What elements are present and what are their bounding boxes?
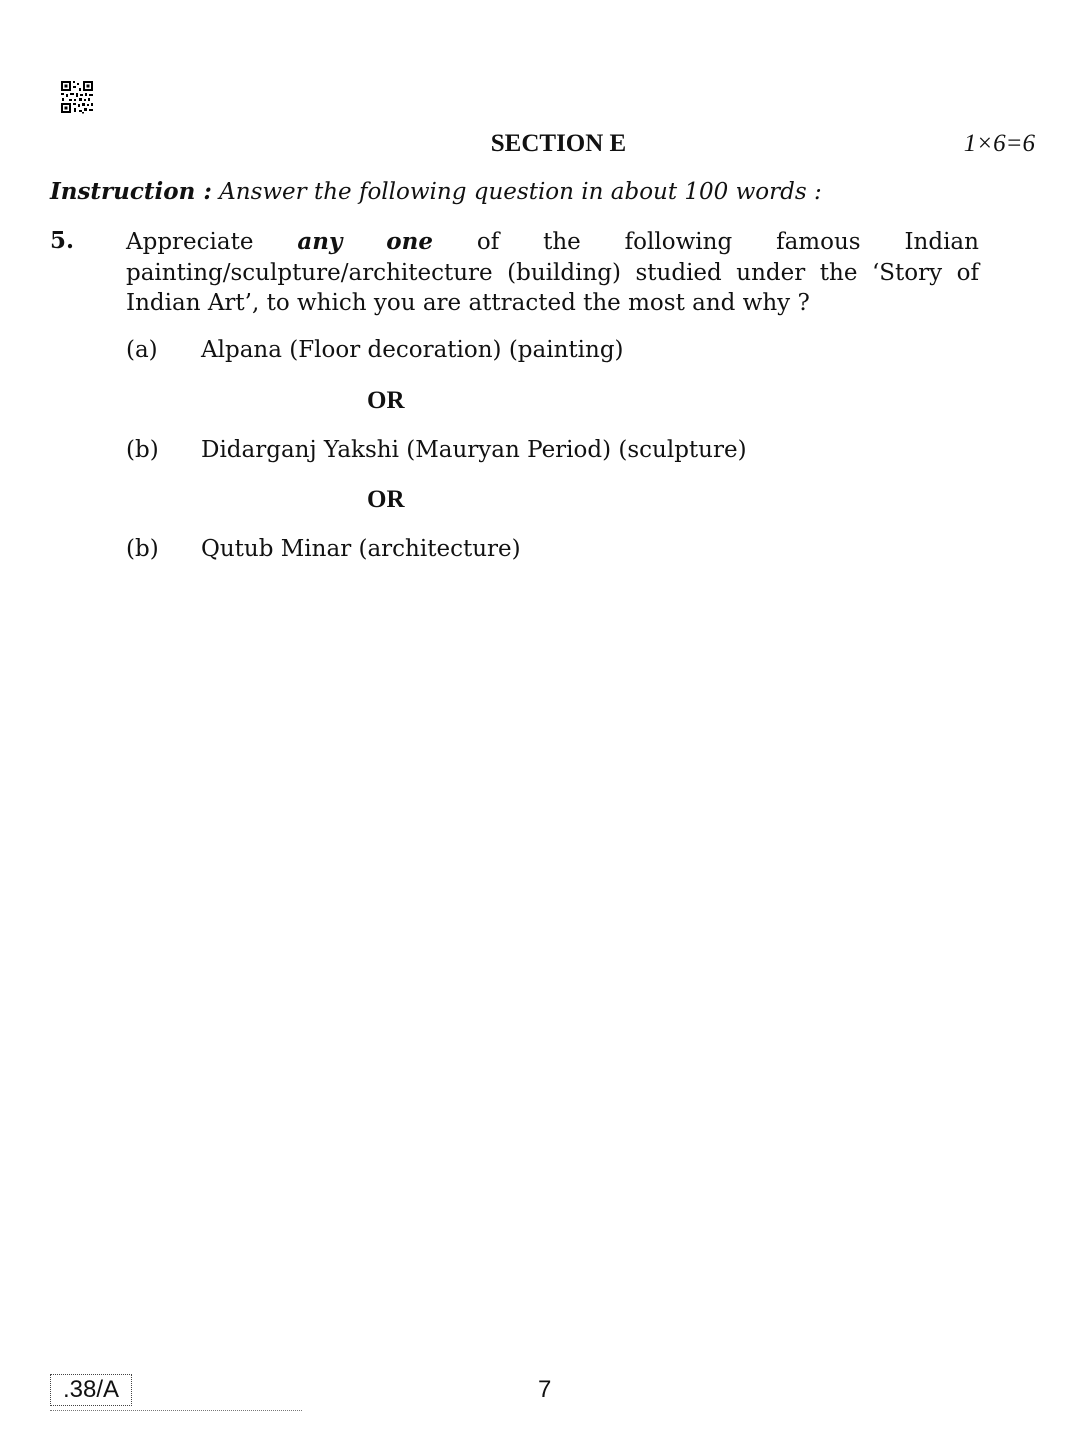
question-word: following	[624, 229, 733, 255]
paper-code: .38/A	[50, 1374, 132, 1406]
instruction-label: Instruction :	[50, 178, 212, 205]
option-b-letter: (b)	[126, 437, 159, 463]
question-word: the	[543, 229, 581, 255]
instruction-text: Answer the following question in about 100 words :	[219, 179, 822, 205]
question-line-3: Indian Art’, to which you are attracted the most and why ?	[126, 290, 810, 316]
question-word: painting/sculpture/architecture	[126, 259, 493, 286]
option-b-text: Didarganj Yakshi (Mauryan Period) (sculpture)	[201, 437, 747, 463]
qr-code-icon	[60, 80, 94, 114]
section-title: SECTION E	[490, 130, 627, 157]
question-word: studied	[635, 259, 722, 286]
footer-dotted-rule	[50, 1410, 302, 1415]
option-a-letter: (a)	[126, 337, 158, 363]
question-word: the	[819, 259, 858, 286]
question-word: of	[956, 259, 979, 286]
question-word-emphasis: any	[297, 228, 343, 255]
instruction	[50, 178, 822, 205]
option-a-text: Alpana (Floor decoration) (painting)	[201, 337, 624, 363]
question-word: ‘Story	[871, 259, 943, 286]
or-separator-2: OR	[367, 486, 405, 513]
or-separator-1: OR	[367, 387, 405, 414]
question-word-emphasis: one	[386, 228, 433, 255]
page-number: 7	[538, 1376, 552, 1403]
question-number: 5.	[50, 227, 75, 254]
question-text	[126, 227, 979, 319]
question-word: under	[736, 259, 806, 286]
option-c-letter: (b)	[126, 536, 159, 562]
question-word: (building)	[507, 259, 621, 286]
question-line-2	[126, 258, 979, 289]
question-word: of	[476, 229, 500, 255]
option-c-text: Qutub Minar (architecture)	[201, 536, 521, 562]
question-word: famous	[776, 229, 861, 255]
question-line-1	[126, 227, 979, 258]
marks-allocation: 1×6=6	[963, 130, 1035, 157]
question-word: Appreciate	[126, 229, 254, 255]
question-word: Indian	[904, 229, 979, 255]
